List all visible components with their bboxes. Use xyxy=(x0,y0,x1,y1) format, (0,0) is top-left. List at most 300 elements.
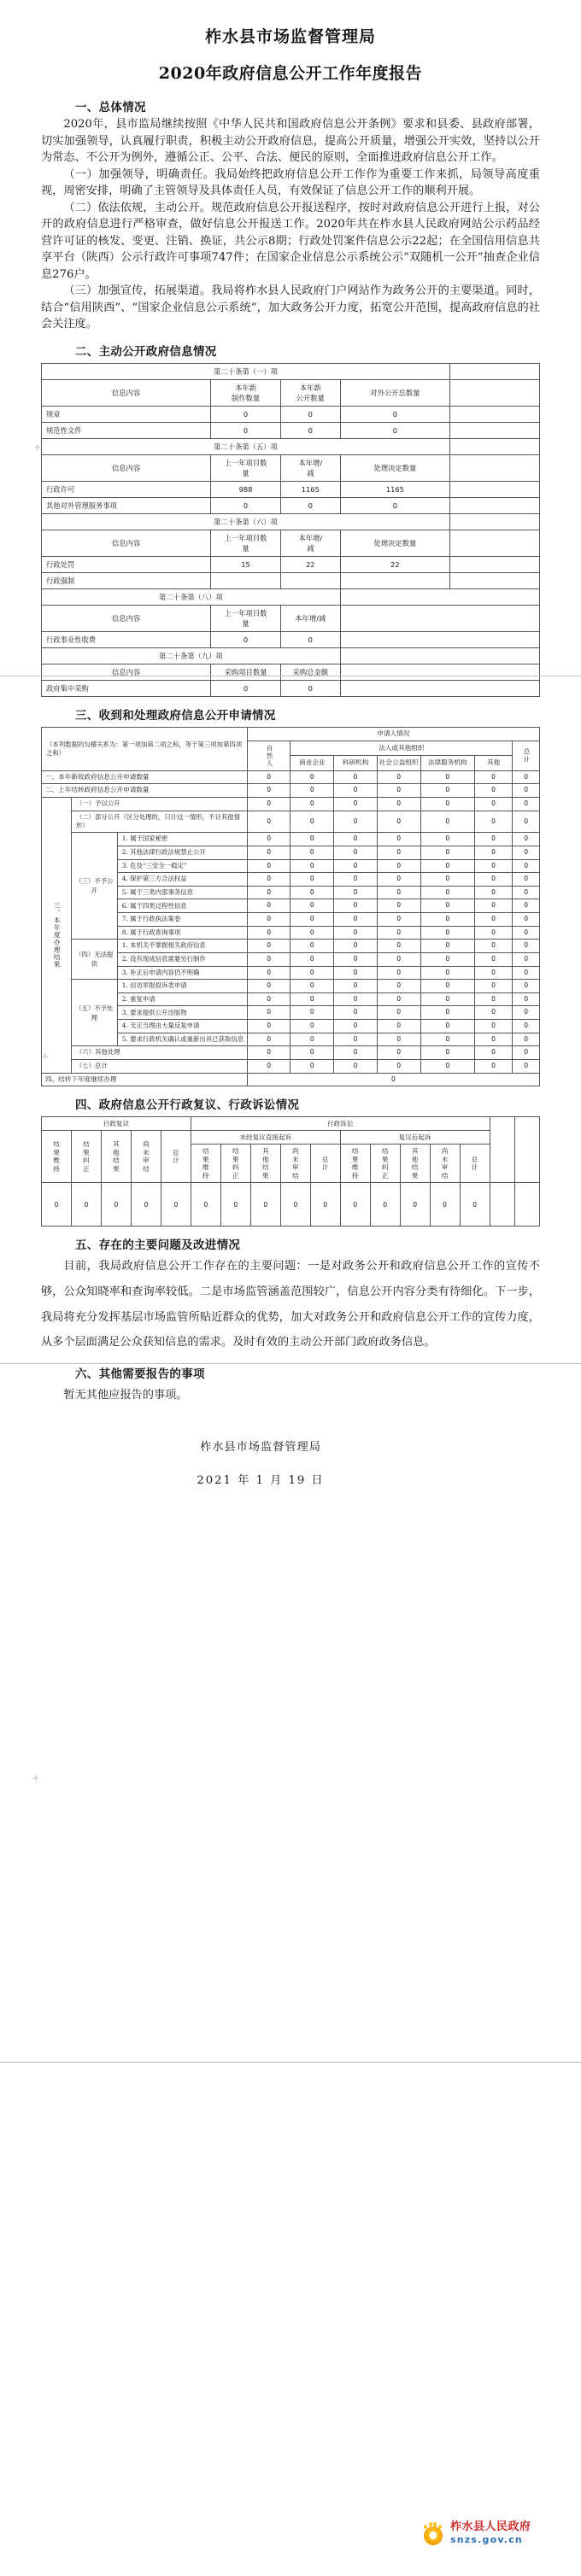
table-category-label: （四）无法提供 xyxy=(71,940,117,980)
table-row xyxy=(42,530,540,557)
table-data-cell: 0 xyxy=(513,846,540,859)
table-data-cell: 0 xyxy=(377,873,420,887)
table-column-header: 总计 xyxy=(513,741,540,770)
table-row-label: 1. 本机关不掌握相关政府信息 xyxy=(117,940,247,953)
table-data-cell: 0 xyxy=(420,833,474,846)
table-data-cell: 0 xyxy=(460,1183,490,1227)
table-empty-cell xyxy=(450,422,540,438)
table-data-cell: 0 xyxy=(334,873,378,887)
table-data-cell: 0 xyxy=(211,406,281,422)
table-data-cell: 0 xyxy=(334,886,378,899)
table-row xyxy=(42,797,540,811)
table-row-label: 行政许可 xyxy=(42,482,211,498)
table-empty-cell xyxy=(340,632,539,648)
table-header-cell: 上一年项目数 量 xyxy=(211,530,281,557)
table-row xyxy=(42,557,540,573)
table-row xyxy=(42,498,540,514)
table-data-cell: 0 xyxy=(474,1046,512,1060)
table-header-cell: 处理决定数量 xyxy=(340,455,449,482)
table-row-label: （六）其他处理 xyxy=(71,1046,247,1060)
table-data-cell: 0 xyxy=(290,784,334,798)
table-row-label: 8. 属于行政查询事项 xyxy=(117,926,247,940)
table-row xyxy=(42,770,540,784)
table-group-header: 法人或其他组织 xyxy=(290,741,513,755)
table-data-cell: 0 xyxy=(474,926,512,940)
table-group-header: 行政诉讼 xyxy=(191,1117,490,1131)
table-empty-cell xyxy=(514,1183,539,1227)
review-litigation-table xyxy=(41,1116,540,1227)
table-row-label: 规范性文件 xyxy=(42,422,211,438)
table-data-cell: 0 xyxy=(513,1059,540,1073)
table-data-cell: 0 xyxy=(513,811,540,833)
table-data-cell: 0 xyxy=(247,886,290,899)
table-data-cell: 0 xyxy=(513,952,540,966)
table-data-cell: 0 xyxy=(247,1006,290,1020)
site-brand xyxy=(422,2521,531,2545)
table-group-header: 行政复议 xyxy=(42,1117,191,1131)
page-break-line xyxy=(0,1363,581,1364)
table-data-cell: 0 xyxy=(420,980,474,993)
table-data-cell: 0 xyxy=(220,1183,250,1227)
table-data-cell: 0 xyxy=(474,1059,512,1073)
table-row xyxy=(42,1117,540,1131)
table-data-cell: 0 xyxy=(513,833,540,846)
table-data-cell: 0 xyxy=(474,940,512,953)
table-data-cell: 0 xyxy=(474,966,512,980)
table-data-cell: 0 xyxy=(334,952,378,966)
table-row xyxy=(42,1059,540,1073)
table-data-cell: 0 xyxy=(334,913,378,927)
table-data-cell: 0 xyxy=(290,846,334,859)
table-data-cell: 0 xyxy=(513,940,540,953)
table-data-cell: 0 xyxy=(290,926,334,940)
table-row xyxy=(42,648,540,664)
table-data-cell: 0 xyxy=(334,1006,378,1020)
table-data-cell: 0 xyxy=(340,406,449,422)
table-data-cell: 0 xyxy=(247,1020,290,1033)
table-data-cell: 0 xyxy=(377,913,420,927)
table-data-cell: 0 xyxy=(377,784,420,798)
table-empty-cell xyxy=(450,482,540,498)
table-data-cell: 0 xyxy=(247,966,290,980)
table-column-header: 总 计 xyxy=(310,1145,340,1183)
table-data-cell: 0 xyxy=(250,1183,280,1227)
table-data-cell: 0 xyxy=(474,784,512,798)
table-row-label: 3. 危及“三安全一稳定” xyxy=(117,859,247,873)
table-column-header: 结 果 纠 正 xyxy=(71,1131,101,1183)
table-data-cell: 0 xyxy=(290,966,334,980)
document-title: 柞水县市场监督管理局 xyxy=(204,27,376,46)
table-data-cell: 0 xyxy=(334,859,378,873)
table-empty-cell xyxy=(450,406,540,422)
table-data-cell: 0 xyxy=(334,1033,378,1046)
table-data-cell: 0 xyxy=(513,1020,540,1033)
table-data-cell: 0 xyxy=(377,886,420,899)
table-data-cell: 0 xyxy=(334,846,378,859)
table-corner-note: （本列数据的勾稽关系为：第一项加第二项之和，等于第三项加第四项之和） xyxy=(42,728,248,770)
table-data-cell: 0 xyxy=(474,913,512,927)
table-empty-cell xyxy=(340,664,539,681)
table-data-cell: 0 xyxy=(474,886,512,899)
table-data-cell: 0 xyxy=(513,913,540,927)
table-data-cell: 0 xyxy=(334,940,378,953)
table-data-cell: 0 xyxy=(247,940,290,953)
table-header-cell: 本年增/ 减 xyxy=(280,455,340,482)
table-header-cell: 上一年项目数 量 xyxy=(211,455,281,482)
table-data-cell: 0 xyxy=(474,833,512,846)
table-data-cell: 0 xyxy=(420,913,474,927)
table-data-cell: 0 xyxy=(290,811,334,833)
table-row-label: 7. 属于行政执法案卷 xyxy=(117,913,247,927)
table-column-header: 商业企业 xyxy=(290,756,334,770)
table-data-cell: 0 xyxy=(247,1059,290,1073)
table-column-header: 总 计 xyxy=(460,1145,490,1183)
table-data-cell: 0 xyxy=(290,992,334,1006)
table-data-cell: 0 xyxy=(420,1059,474,1073)
table-row xyxy=(42,573,540,589)
table-data-cell: 0 xyxy=(290,940,334,953)
table-empty-cell xyxy=(514,1117,539,1183)
table-column-header: 结 果 维 持 xyxy=(191,1145,220,1183)
section-heading-4: 四、政府信息公开行政复议、行政诉讼情况 xyxy=(75,1098,300,1113)
table-data-cell: 0 xyxy=(247,1033,290,1046)
table-data-cell: 0 xyxy=(161,1183,191,1227)
table-data-cell: 0 xyxy=(474,899,512,913)
table-data-cell: 0 xyxy=(377,926,420,940)
table-row-label: 规章 xyxy=(42,406,211,422)
table-data-cell: 0 xyxy=(474,992,512,1006)
table-data-cell: 0 xyxy=(400,1183,430,1227)
table-data-cell: 0 xyxy=(334,770,378,784)
table-data-cell: 0 xyxy=(420,1006,474,1020)
table-data-cell: 0 xyxy=(420,811,474,833)
table-empty-cell xyxy=(490,1117,514,1183)
table-data-cell: 0 xyxy=(474,770,512,784)
table-column-header: 尚 未 审 结 xyxy=(430,1145,460,1183)
table-data-cell: 0 xyxy=(290,797,334,811)
table-data-cell: 0 xyxy=(334,899,378,913)
table-row xyxy=(42,664,540,681)
table-data-cell: 0 xyxy=(377,992,420,1006)
table-column-header: 结 果 维 持 xyxy=(42,1131,72,1183)
table-group-header: 申请人情况 xyxy=(247,728,539,741)
table-data-cell: 0 xyxy=(290,1046,334,1060)
table-header-cell: 本年新 制作数量 xyxy=(211,379,281,406)
table-data-cell: 0 xyxy=(131,1183,161,1227)
table-data-cell: 0 xyxy=(334,833,378,846)
table-caption-cell: 第二十条第（六）项 xyxy=(42,514,450,530)
table-data-cell: 0 xyxy=(334,980,378,993)
table-header-cell: 处理决定数量 xyxy=(340,530,449,557)
table-data-cell: 0 xyxy=(191,1183,220,1227)
table-caption-cell: 第二十条第（八）项 xyxy=(42,589,341,606)
table-data-cell: 0 xyxy=(101,1183,131,1227)
table-row-label: 2. 没有现成信息需要另行制作 xyxy=(117,952,247,966)
table-data-cell: 0 xyxy=(377,1033,420,1046)
table-empty-cell xyxy=(450,514,540,530)
table-subgroup-header: 未经复议直接起诉 xyxy=(191,1131,340,1145)
table-data-cell: 0 xyxy=(377,980,420,993)
table-data-cell: 0 xyxy=(334,797,378,811)
table-header-cell: 对外公开总数量 xyxy=(340,379,449,406)
table-header-cell: 信息内容 xyxy=(42,455,211,482)
brand-name-cn: 柞水县人民政府 xyxy=(450,2520,531,2534)
table-column-header: 尚 未 审 结 xyxy=(280,1145,310,1183)
table-empty-cell xyxy=(340,648,539,664)
table-data-cell: 0 xyxy=(42,1183,72,1227)
table-empty-cell xyxy=(450,363,540,379)
table-header-cell: 信息内容 xyxy=(42,606,211,632)
table-row-label: 3. 补正后申请内容仍不明确 xyxy=(117,966,247,980)
table-header-cell: 信息内容 xyxy=(42,664,211,681)
table-row-label: 行政处罚 xyxy=(42,557,211,573)
table-header-cell: 本年新 公开数量 xyxy=(280,379,340,406)
table-data-cell: 0 xyxy=(211,681,281,697)
table-data-cell: 0 xyxy=(280,498,340,514)
table-subgroup-header: 复议后起诉 xyxy=(340,1131,490,1145)
table-data-cell: 0 xyxy=(474,1006,512,1020)
table-row xyxy=(42,379,540,406)
crop-mark-icon: ✛ xyxy=(42,1053,49,1062)
crop-mark-icon: ✛ xyxy=(34,444,41,453)
table-empty-cell xyxy=(340,589,539,606)
brand-text xyxy=(450,2521,531,2544)
table-row xyxy=(42,1073,540,1086)
table-row-label: 1. 信访举报投诉类申请 xyxy=(117,980,247,993)
table-data-cell: 22 xyxy=(340,557,449,573)
proactive-disclosure-table xyxy=(41,363,540,697)
table-row-label: 5. 要求行政机关确认或重新出具已获取信息 xyxy=(117,1033,247,1046)
table-data-cell: 0 xyxy=(513,992,540,1006)
table-data-cell: 0 xyxy=(290,913,334,927)
table-column-header: 其他 xyxy=(474,756,512,770)
table-data-cell: 0 xyxy=(377,770,420,784)
table-data-cell: 0 xyxy=(420,1020,474,1033)
table-data-cell: 0 xyxy=(513,873,540,887)
table-row xyxy=(42,784,540,798)
table-data-cell: 0 xyxy=(247,913,290,927)
table-data-cell: 0 xyxy=(377,846,420,859)
table-category-label: （五）不予处理 xyxy=(71,980,117,1046)
table-row-label: 3. 要求提供公开出版物 xyxy=(117,1006,247,1020)
table-data-cell: 0 xyxy=(474,811,512,833)
table-data-cell: 0 xyxy=(513,886,540,899)
table-data-cell: 0 xyxy=(247,833,290,846)
table-data-cell: 0 xyxy=(280,681,340,697)
table-data-cell: 0 xyxy=(474,980,512,993)
table-data-cell: 0 xyxy=(513,859,540,873)
table-data-cell: 0 xyxy=(290,980,334,993)
table-data-cell: 0 xyxy=(377,1046,420,1060)
table-side-label: 三、本年度办理结果 xyxy=(42,797,72,1073)
section-heading-3: 三、收到和处理政府信息公开申请情况 xyxy=(75,709,276,723)
table-empty-cell xyxy=(450,530,540,557)
table-data-cell: 0 xyxy=(420,992,474,1006)
table-row-label: 一、本年新收政府信息公开申请数量 xyxy=(42,770,248,784)
table-data-cell: 0 xyxy=(513,1006,540,1020)
table-data-cell: 0 xyxy=(420,886,474,899)
table-data-cell: 0 xyxy=(247,811,290,833)
applications-table xyxy=(41,727,540,1086)
table-data-cell: 22 xyxy=(280,557,340,573)
table-data-cell: 0 xyxy=(310,1183,340,1227)
table-column-header: 其 他 结 果 xyxy=(101,1131,131,1183)
table-row xyxy=(42,940,540,953)
table-row xyxy=(42,632,540,648)
table-data-cell: 0 xyxy=(247,873,290,887)
table-data-cell: 0 xyxy=(211,422,281,438)
table-data-cell: 0 xyxy=(377,833,420,846)
table-data-cell: 0 xyxy=(474,1020,512,1033)
table-data-cell: 0 xyxy=(334,1046,378,1060)
table-data-cell: 0 xyxy=(420,846,474,859)
table-data-cell: 0 xyxy=(420,873,474,887)
table-data-cell: 0 xyxy=(247,992,290,1006)
table-data-cell: 0 xyxy=(377,952,420,966)
section-heading-2: 二、主动公开政府信息情况 xyxy=(75,344,217,359)
table-data-cell: 0 xyxy=(377,859,420,873)
table-data-cell: 0 xyxy=(290,833,334,846)
table-data-cell: 0 xyxy=(370,1183,400,1227)
table-data-cell: 0 xyxy=(513,980,540,993)
table-row-label: 2. 其他法律行政法规禁止公开 xyxy=(117,846,247,859)
table-data-cell: 0 xyxy=(290,1033,334,1046)
section-6-paragraph-1: 暂无其他应报告的事项。 xyxy=(63,1388,188,1402)
table-data-cell: 0 xyxy=(247,846,290,859)
table-data-cell: 0 xyxy=(290,899,334,913)
table-column-header: 社会公益组织 xyxy=(377,756,420,770)
table-data-cell: 0 xyxy=(247,980,290,993)
table-row xyxy=(42,728,540,741)
signature-organization: 柞水县市场监督管理局 xyxy=(200,1440,321,1454)
table-data-cell: 0 xyxy=(334,811,378,833)
table-row xyxy=(42,422,540,438)
table-data-cell: 0 xyxy=(290,952,334,966)
table-data-cell: 0 xyxy=(474,1033,512,1046)
table-header-cell: 本年增/减 xyxy=(280,606,340,632)
table-header-cell: 采购项目数量 xyxy=(211,664,281,681)
table-row xyxy=(42,514,540,530)
table-data-cell: 0 xyxy=(377,1020,420,1033)
table-header-cell: 采购总金额 xyxy=(280,664,340,681)
table-data-cell: 0 xyxy=(377,966,420,980)
table-data-cell: 0 xyxy=(377,1006,420,1020)
table-empty-cell xyxy=(450,455,540,482)
table-row-label: 政府集中采购 xyxy=(42,681,211,697)
table-row xyxy=(42,455,540,482)
applications-table-wrap xyxy=(0,724,581,1086)
table-data-cell: 0 xyxy=(513,770,540,784)
table-data-cell xyxy=(340,573,449,589)
table-row-label: （七）总计 xyxy=(71,1059,247,1073)
table-row-label: 行政事业性收费 xyxy=(42,632,211,648)
table-data-cell: 0 xyxy=(377,940,420,953)
table-row xyxy=(42,833,540,846)
table-data-cell: 0 xyxy=(290,859,334,873)
document-subtitle: 2020年政府信息公开工作年度报告 xyxy=(158,64,423,83)
table-row xyxy=(42,438,540,454)
table-column-header: 法律服务机构 xyxy=(420,756,474,770)
table-row-label: 4. 无正当理由大量反复申请 xyxy=(117,1020,247,1033)
table-header-cell: 本年增/ 减 xyxy=(280,530,340,557)
table-data-cell: 0 xyxy=(420,952,474,966)
table-data-cell: 0 xyxy=(280,632,340,648)
table-row xyxy=(42,1131,540,1145)
table-data-cell: 1165 xyxy=(340,482,449,498)
table-data-cell: 0 xyxy=(280,422,340,438)
table-row-label: 4. 保护第三方合法权益 xyxy=(117,873,247,887)
table-caption-cell: 第二十条第（九）项 xyxy=(42,648,341,664)
table-row xyxy=(42,363,540,379)
table-data-cell: 0 xyxy=(420,899,474,913)
table-data-cell: 0 xyxy=(430,1183,460,1227)
table-column-header: 其 他 结 果 xyxy=(250,1145,280,1183)
table-data-cell: 0 xyxy=(513,899,540,913)
table-data-cell xyxy=(211,573,281,589)
table-row-label: 行政强制 xyxy=(42,573,211,589)
table-data-cell: 0 xyxy=(334,784,378,798)
brand-domain: snzs.gov.cn xyxy=(450,2534,523,2546)
table-data-cell: 15 xyxy=(211,557,281,573)
table-column-header: 结 果 纠 正 xyxy=(220,1145,250,1183)
table-data-cell: 0 xyxy=(340,422,449,438)
table-data-cell: 0 xyxy=(334,992,378,1006)
table-row xyxy=(42,681,540,697)
paw-print-icon xyxy=(422,2521,444,2545)
table-data-cell: 0 xyxy=(474,952,512,966)
table-data-cell xyxy=(280,573,340,589)
table-data-cell: 0 xyxy=(247,899,290,913)
table-row xyxy=(42,1046,540,1060)
table-data-cell: 0 xyxy=(211,498,281,514)
table-row xyxy=(42,406,540,422)
table-data-cell: 0 xyxy=(247,926,290,940)
table-row xyxy=(42,1183,540,1227)
table-footer-label: 四、结转下年度继续办理 xyxy=(42,1073,248,1086)
table-data-cell: 0 xyxy=(247,952,290,966)
page-break-line xyxy=(0,2062,581,2063)
table-row xyxy=(42,589,540,606)
table-header-cell: 上一年项目数 量 xyxy=(211,606,281,632)
table-data-cell: 0 xyxy=(334,926,378,940)
table-data-cell: 0 xyxy=(420,940,474,953)
table-row-label: 1. 属于国家秘密 xyxy=(117,833,247,846)
table-data-cell: 0 xyxy=(290,1006,334,1020)
table-data-cell: 0 xyxy=(290,1059,334,1073)
table-empty-cell xyxy=(450,557,540,573)
table-column-header: 结 果 维 持 xyxy=(340,1145,370,1183)
table-data-cell: 0 xyxy=(334,1020,378,1033)
table-column-header: 结 果 纠 正 xyxy=(370,1145,400,1183)
table-data-cell: 0 xyxy=(290,1020,334,1033)
table-column-header: 其 他 结 果 xyxy=(400,1145,430,1183)
table-data-cell: 0 xyxy=(474,846,512,859)
table-caption-cell: 第二十条第（五）项 xyxy=(42,438,450,454)
table-empty-cell xyxy=(490,1183,514,1227)
section-heading-5: 五、存在的主要问题及改进情况 xyxy=(75,1238,241,1253)
table-data-cell: 0 xyxy=(377,1059,420,1073)
table-data-cell: 0 xyxy=(211,632,281,648)
table-data-cell: 0 xyxy=(377,811,420,833)
table-data-cell: 0 xyxy=(71,1183,101,1227)
table-row-label: 二、上年结转政府信息公开申请数量 xyxy=(42,784,248,798)
review-litigation-table-wrap xyxy=(0,1114,581,1227)
section-heading-6: 六、其他需要报告的事项 xyxy=(75,1367,205,1381)
table-empty-cell xyxy=(450,573,540,589)
table-data-cell: 0 xyxy=(420,797,474,811)
table-header-cell: 信息内容 xyxy=(42,379,211,406)
table-data-cell: 1165 xyxy=(280,482,340,498)
